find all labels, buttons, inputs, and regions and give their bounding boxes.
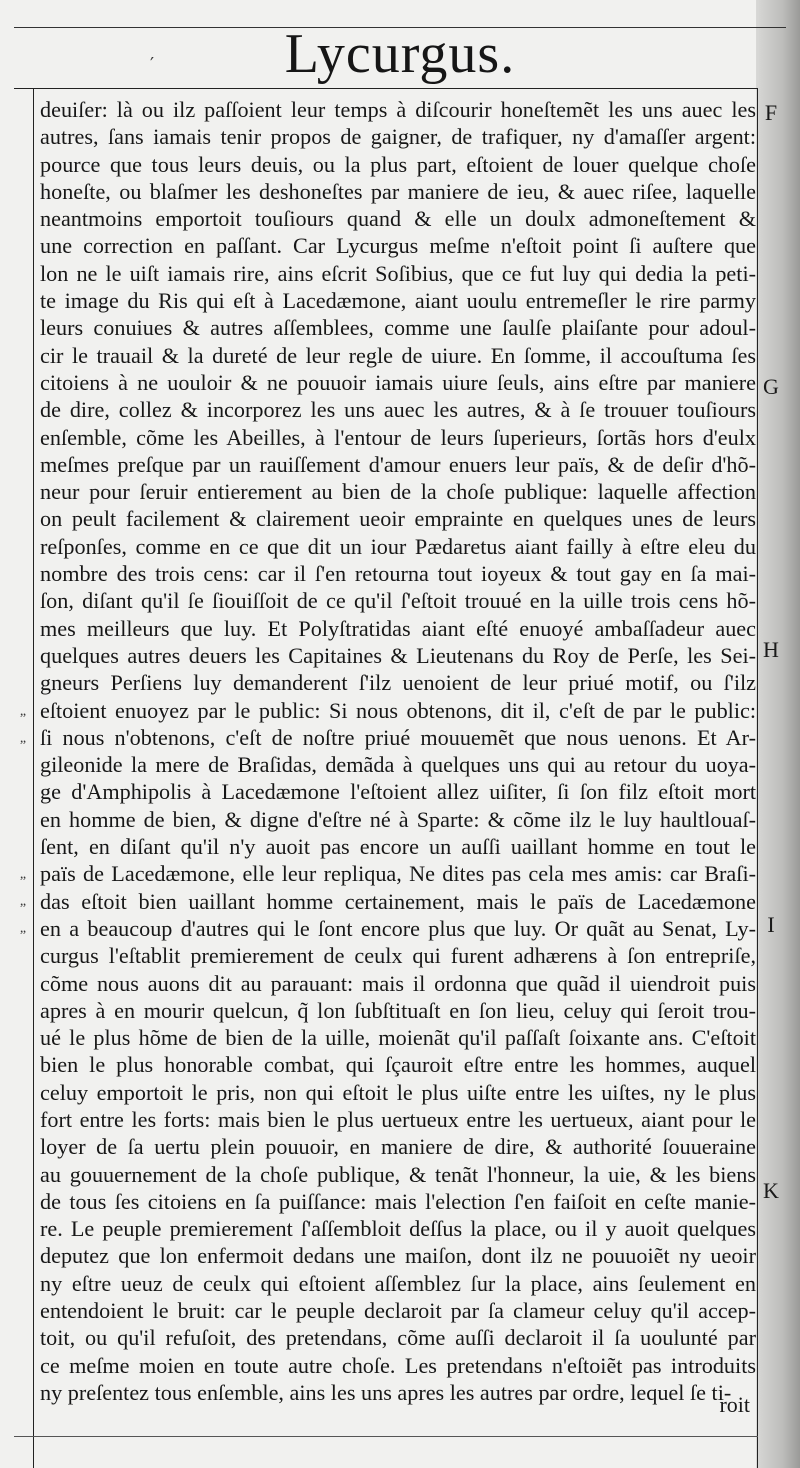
text-line: curgus l'eſtablit premierement de ceulx qui furent adhærens à ſon entrepriſe, [40,943,756,969]
text-line: ſi nous n'obtenons, c'eſt de noſtre priué mouuemẽt que nous uenons. Et Ar- [40,724,756,750]
text-line: on peult facilement & clairement ueoir emprainte en quelques unes de leurs [40,506,756,532]
left-margin-rule [33,88,34,1468]
text-line: ny eſtre ueuz de ceulx qui eſtoient aſſemblez ſur la place, ains ſeulement en [40,1270,756,1296]
text-line: ſent, en diſant qu'il n'y auoit pas encore un auſſi uaillant homme en tout le [40,834,756,860]
text-line: fort entre les forts: mais bien le plus uertueux entre les uertueux, aiant pour le [40,1106,756,1132]
text-line: mes meilleurs que luy. Et Polyſtratidas aiant eſté enuoyé ambaſſadeur auec [40,615,756,641]
text-line: leurs conuiues & autres aſſemblees, comme une ſaulſe plaiſante pour adoul- [40,315,756,341]
text-line: te image du Ris qui eſt à Lacedæmone, aiant uoulu entremeſler le rire parmy [40,288,756,314]
text-line: bien le plus honorable combat, qui ſçauroit eſtre entre les hommes, auquel [40,1052,756,1078]
text-line: apres à en mourir quelcun, q̃ lon ſubſtituaſt en ſon lieu, celuy qui ſeroit trou- [40,997,756,1023]
text-line: das eſtoit bien uaillant homme certainement, mais le païs de Lacedæmone [40,888,756,914]
text-line: en a beaucoup d'autres qui le ſont encore plus que luy. Or quãt au Senat, Ly- [40,915,756,941]
text-line: pource que tous leurs deuis, ou la plus part, eſtoient de louer quelque choſe [40,151,756,177]
text-line: neantmoins emportoit touſiours quand & elle un doulx admoneſtement & [40,206,756,232]
text-line: païs de Lacedæmone, elle leur repliqua, Ne dites pas cela mes amis: car Braſi- [40,861,756,887]
margin-letter-h: H [763,637,779,662]
text-line: eſtoient enuoyez par le public: Si nous obtenons, dit il, c'eſt de par le public: [40,697,756,723]
text-line: neur pour ſeruir entierement au bien de la choſe publique: laquelle affection [40,479,756,505]
text-line: honeſte, ou blaſmer les deshoneſtes par maniere de ieu, & auec riſee, laquelle [40,178,756,204]
text-line: lon ne le uiſt iamais rire, ains eſcrit Soſibius, que ce fut luy qui dedia la peti- [40,260,756,286]
text-line: de tous ſes citoiens en ſa puiſſance: mais l'election ſ'en faiſoit en ceſte manie- [40,1188,756,1214]
margin-letter-f: F [764,100,778,125]
quotation-mark: „ [19,894,27,909]
page-binding-edge [756,0,800,1468]
text-line: entendoient le bruit: car le peuple declaroit par ſa clameur celuy qu'il accep- [40,1298,756,1324]
main-text-block [40,96,756,1406]
text-line: autres, ſans iamais tenir propos de gaigner, de trafiquer, ny d'amaſſer argent: [40,124,756,150]
text-line: ge d'Amphipolis à Lacedæmone l'eſtoient allez uiſiter, ſi ſon filz eſtoit mort [40,779,756,805]
text-line: citoiens à ne uouloir & ne pouuoir iamais uiure ſeuls, ains eſtre par maniere [40,369,756,395]
text-line: de dire, collez & incorporez les uns auec les autres, & à ſe trouuer touſiours [40,397,756,423]
running-title: Lycurgus. [284,23,516,85]
catchword: roit [719,1392,750,1417]
quotation-mark: „ [19,921,27,936]
text-line: ny preſentez tous enſemble, ains les uns apres les autres par ordre, lequel ſe ti- [40,1379,732,1405]
text-line: enſemble, cõme les Abeilles, à l'entour de leurs ſuperieurs, ſortãs hors d'eulx [40,424,756,450]
quotation-mark: „ [19,704,27,719]
text-line: re. Le peuple premierement ſ'aſſembloit deſſus la place, ou il y auoit quelques [40,1216,756,1242]
text-line: ué le plus hõme de bien de la uille, moienãt qu'il paſſaſt ſoixante ans. C'eſtoit [40,1025,756,1051]
text-line: loyer de ſa uertu plein pouuoir, en maniere de dire, & authorité ſouueraine [40,1134,756,1160]
text-line: gileonide la mere de Braſidas, demãda à quelques uns qui au retour du uoya- [40,752,756,778]
text-line: celuy emportoit le pris, non qui eſtoit le plus uiſte entre les uiſtes, ny le plus [40,1079,756,1105]
quotation-mark: „ [19,867,27,882]
header-rule [14,88,758,89]
text-line: toit, ou qu'il refuſoit, des pretendans, cõme auſſi declaroit il ſa uoulunté par [40,1325,756,1351]
text-line: quelques autres deuers les Capitaines & Lieutenans du Roy de Perſe, les Sei- [40,642,756,668]
text-line: cir le trauail & la dureté de leur regle de uiure. En ſomme, il accouſtuma ſes [40,342,756,368]
text-line: gneurs Perſiens luy demanderent ſ'ilz uenoient de leur priué motif, ou ſ'ilz [40,670,756,696]
text-line: une correction en paſſant. Car Lycurgus meſme n'eſtoit point ſi auſtere que [40,233,756,259]
text-line: deputez que lon enfermoit dedans une maiſon, dont ilz ne pouuoiẽt ny ueoir [40,1243,756,1269]
text-line: au gouuernement de la choſe publique, & tenãt l'honneur, la uie, & les biens [40,1161,756,1187]
margin-letter-i: I [767,912,775,937]
margin-letter-g: G [763,374,779,399]
text-line: nombre des trois cens: car il ſ'en retourna tout ioyeux & tout gay en ſa mai- [40,561,756,587]
right-margin-rule [757,88,758,1468]
quotation-mark: „ [19,731,27,746]
text-line: ce meſme moien en toute autre choſe. Les pretendans n'eſtoiẽt pas introduits [40,1352,756,1378]
text-line: deuiſer: là ou ilz paſſoient leur temps à diſcourir honeſtemẽt les uns auec les [40,97,756,122]
margin-letter-k: K [763,1178,779,1203]
text-line: en homme de bien, & digne d'eſtre né à Sparte: & cõme ilz le luy haultlouaſ- [40,806,756,832]
text-line: ſon, diſant qu'il ſe ſiouiſſoit de ce qu'il ſ'eſtoit trouué en la uille trois cens hõ- [40,588,756,614]
text-line: cõme nous auons dit au parauant: mais il ordonna que quãd il uiendroit puis [40,970,756,996]
text-line: reſponſes, comme en ce que dit un iour Pædaretus aiant failly à eſtre eleu du [40,533,756,559]
bottom-rule [14,1436,758,1437]
printer-mark: ′ [150,54,155,75]
text-line: meſmes preſque par un rauiſſement d'amour enuers leur païs, & de deſir d'hõ- [40,451,756,477]
